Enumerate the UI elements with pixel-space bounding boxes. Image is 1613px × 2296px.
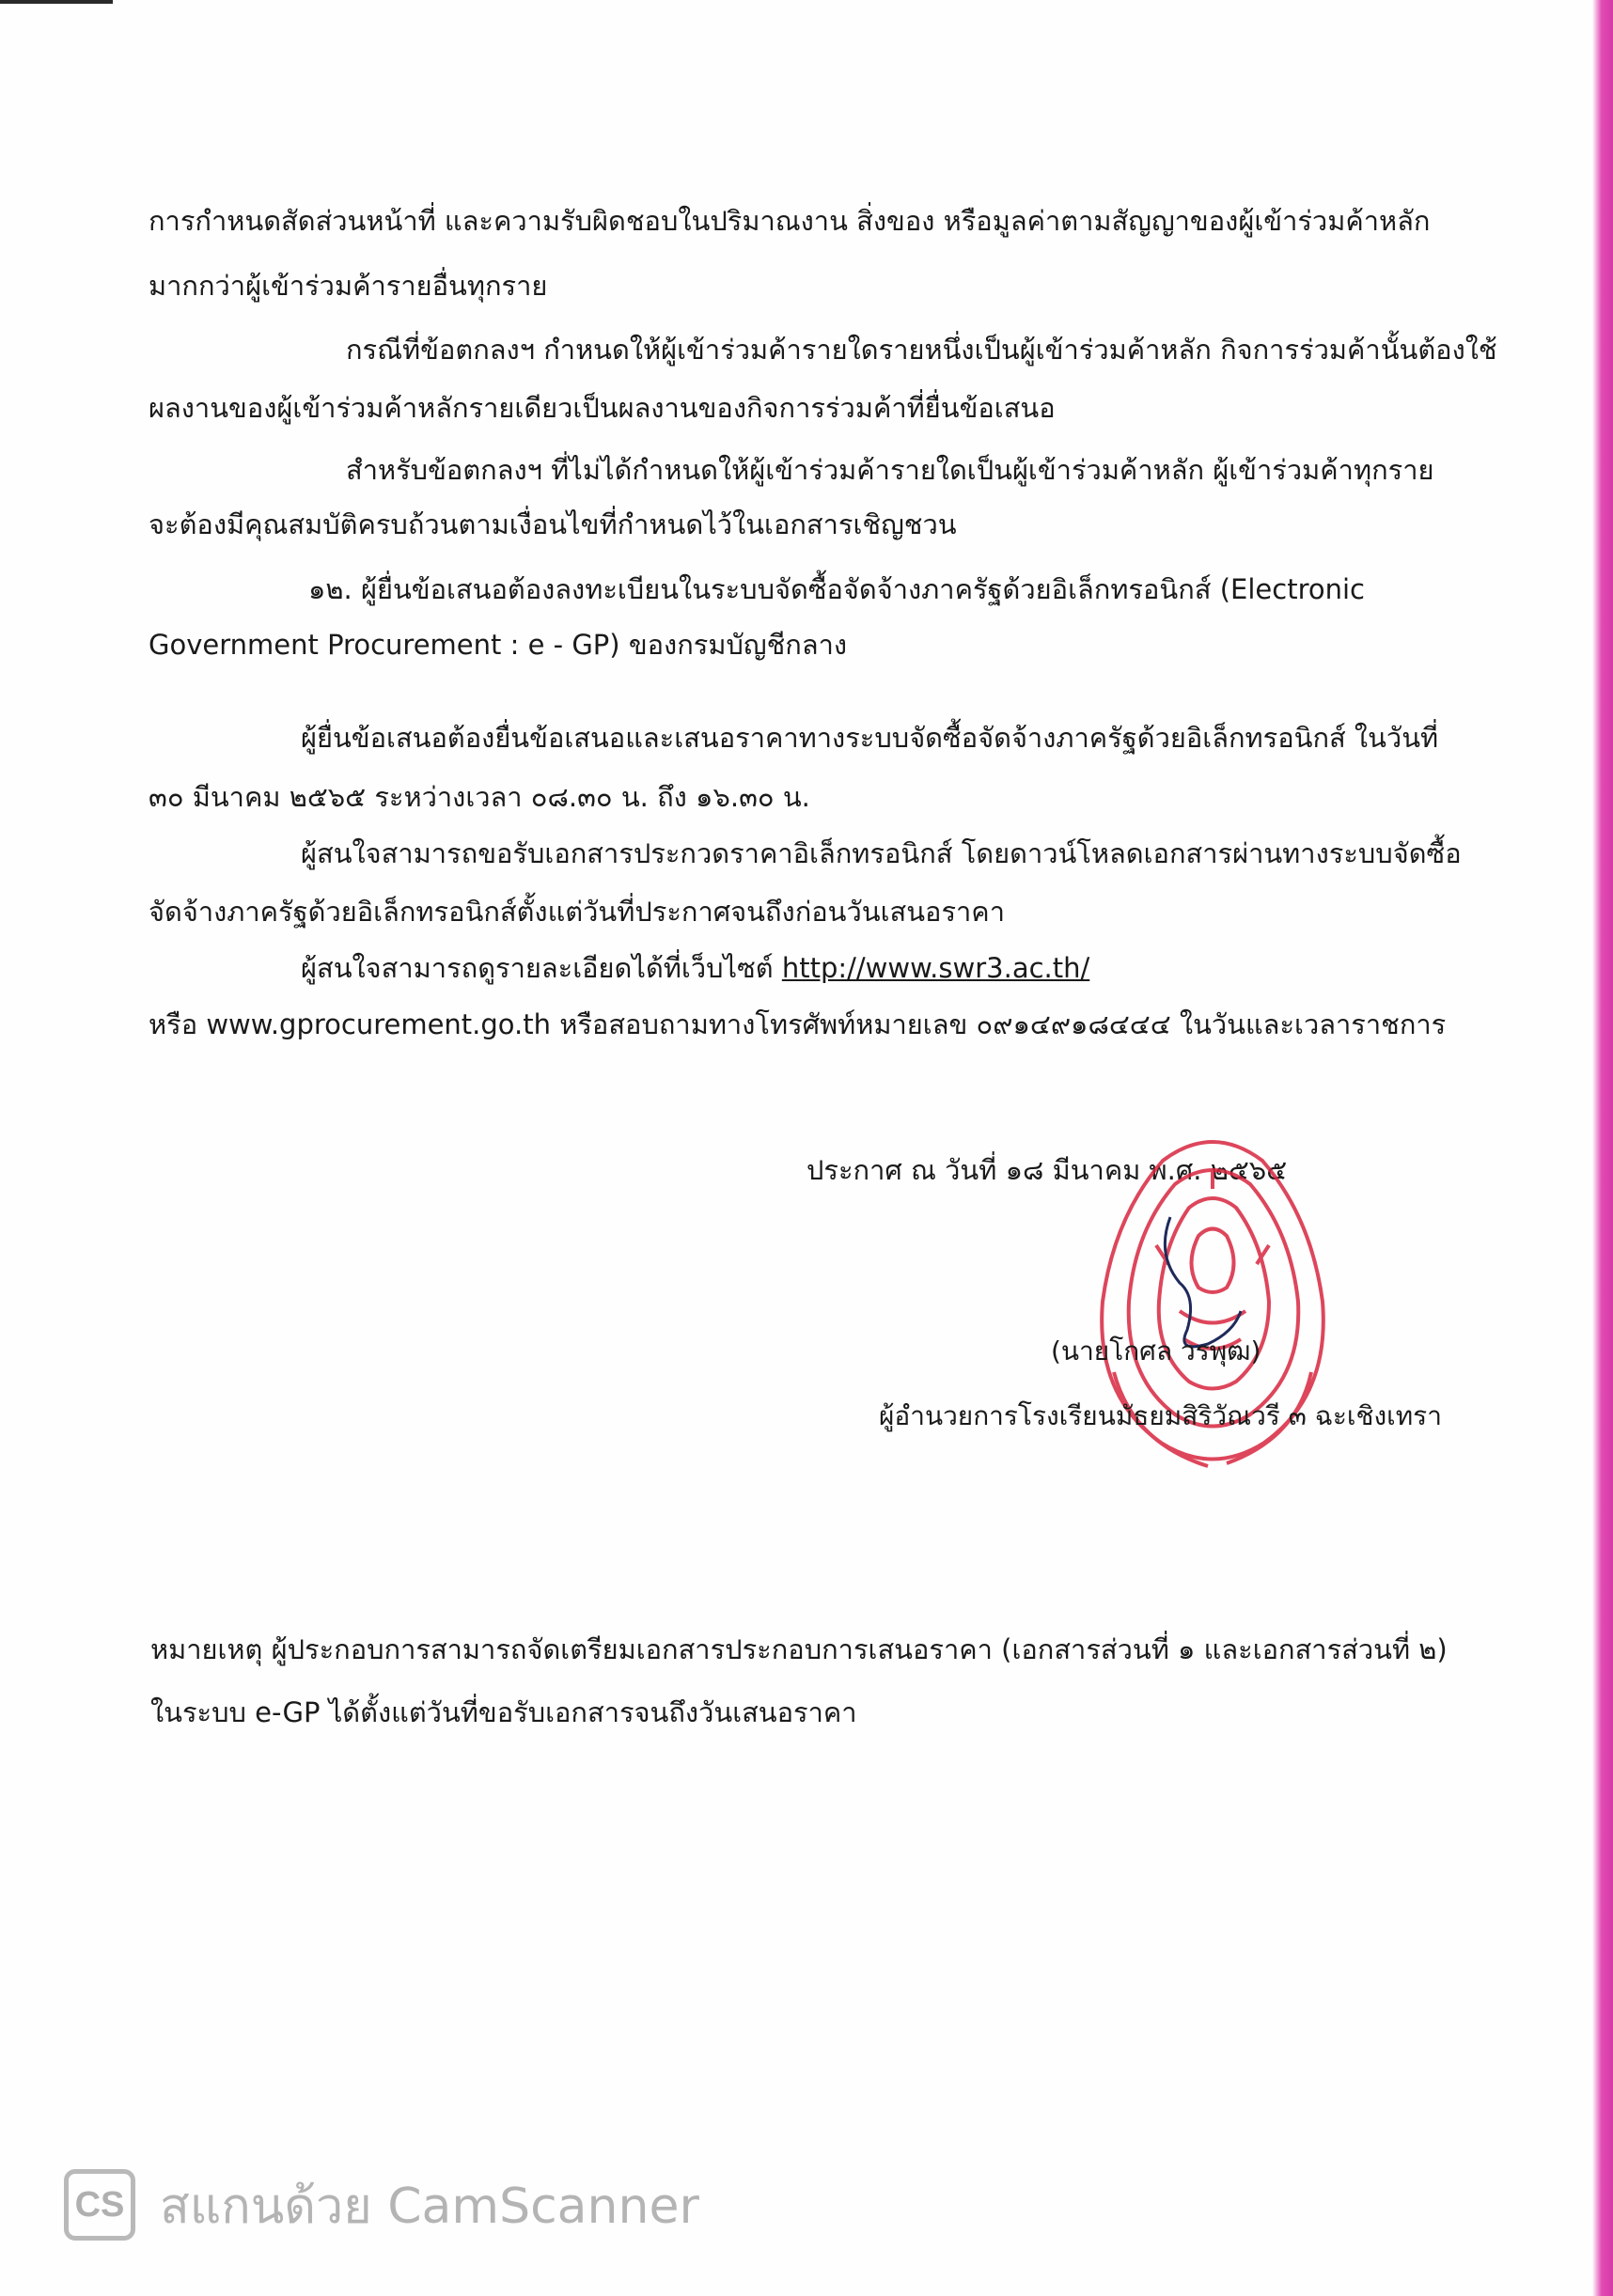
paragraph-lead-partner-line1: กรณีที่ข้อตกลงฯ กำหนดให้ผู้เข้าร่วมค้ารายใดรายหนึ่งเป็นผู้เข้าร่วมค้าหลัก กิจการร่วมค้านั้นต้องใช้ bbox=[346, 334, 1497, 366]
paragraph-submission-line2: ๓๐ มีนาคม ๒๕๖๕ ระหว่างเวลา ๐๘.๓๐ น. ถึง ๑๖.๓๐ น. bbox=[149, 781, 810, 813]
school-seal-stamp bbox=[1076, 1132, 1349, 1490]
paragraph-submission-line1: ผู้ยื่นข้อเสนอต้องยื่นข้อเสนอและเสนอราคาทางระบบจัดซื้อจัดจ้างภาครัฐด้วยอิเล็กทรอนิกส์ ในวันที่ bbox=[301, 722, 1439, 754]
item-12-line2: Government Procurement : e - GP) ของกรมบัญชีกลาง bbox=[149, 629, 848, 661]
paragraph-details-line2: หรือ www.gprocurement.go.th หรือสอบถามทางโทรศัพท์หมายเลข ๐๙๑๔๙๑๘๔๔๔ ในวันและเวลาราชการ bbox=[149, 1008, 1447, 1040]
school-website-link[interactable]: http://www.swr3.ac.th/ bbox=[781, 952, 1090, 984]
camscanner-logo-icon: CS bbox=[64, 2169, 135, 2241]
paragraph-top-line2: มากกว่าผู้เข้าร่วมค้ารายอื่นทุกราย bbox=[149, 270, 548, 302]
paragraph-no-lead-line2: จะต้องมีคุณสมบัติครบถ้วนตามเงื่อนไขที่กำหนดไว้ในเอกสารเชิญชวน bbox=[149, 508, 957, 540]
paragraph-download-line1: ผู้สนใจสามารถขอรับเอกสารประกวดราคาอิเล็กทรอนิกส์ โดยดาวน์โหลดเอกสารผ่านทางระบบจัดซื้อ bbox=[301, 837, 1462, 869]
announcement-date: ประกาศ ณ วันที่ ๑๘ มีนาคม พ.ศ. ๒๕๖๕ bbox=[806, 1154, 1288, 1186]
camscanner-watermark bbox=[64, 2167, 699, 2242]
item-12-line1: ๑๒. ผู้ยื่นข้อเสนอต้องลงทะเบียนในระบบจัดซื้อจัดจ้างภาครัฐด้วยอิเล็กทรอนิกส์ (Electronic bbox=[308, 573, 1365, 605]
paragraph-details-line1 bbox=[301, 949, 1089, 987]
note-line1: หมายเหตุ ผู้ประกอบการสามารถจัดเตรียมเอกสารประกอบการเสนอราคา (เอกสารส่วนที่ ๑ และเอกสารส่วนที่ ๒) bbox=[150, 1633, 1448, 1665]
paragraph-top-line1: การกำหนดสัดส่วนหน้าที่ และความรับผิดชอบในปริมาณงาน สิ่งของ หรือมูลค่าตามสัญญาของผู้เข้าร่วมค้าหลัก bbox=[149, 205, 1431, 237]
scan-edge-top bbox=[0, 0, 113, 4]
camscanner-watermark-text: สแกนด้วย CamScanner bbox=[160, 2178, 699, 2235]
website-label: ผู้สนใจสามารถดูรายละเอียดได้ที่เว็บไซต์ bbox=[301, 952, 782, 984]
pink-page-edge bbox=[1592, 0, 1613, 2296]
paragraph-no-lead-line1: สำหรับข้อตกลงฯ ที่ไม่ได้กำหนดให้ผู้เข้าร่วมค้ารายใดเป็นผู้เข้าร่วมค้าหลัก ผู้เข้าร่วมค้าทุกราย bbox=[346, 454, 1434, 486]
paragraph-lead-partner-line2: ผลงานของผู้เข้าร่วมค้าหลักรายเดียวเป็นผลงานของกิจการร่วมค้าที่ยื่นข้อเสนอ bbox=[149, 392, 1056, 424]
note-line2: ในระบบ e-GP ได้ตั้งแต่วันที่ขอรับเอกสารจนถึงวันเสนอราคา bbox=[150, 1696, 857, 1728]
signer-title: ผู้อำนวยการโรงเรียนมัธยมสิริวัณวรี ๓ ฉะเชิงเทรา bbox=[879, 1400, 1442, 1431]
paragraph-download-line2: จัดจ้างภาครัฐด้วยอิเล็กทรอนิกส์ตั้งแต่วันที่ประกาศจนถึงก่อนวันเสนอราคา bbox=[149, 896, 1005, 928]
signer-name: (นายโกศล วรพุฒ) bbox=[1051, 1335, 1261, 1367]
